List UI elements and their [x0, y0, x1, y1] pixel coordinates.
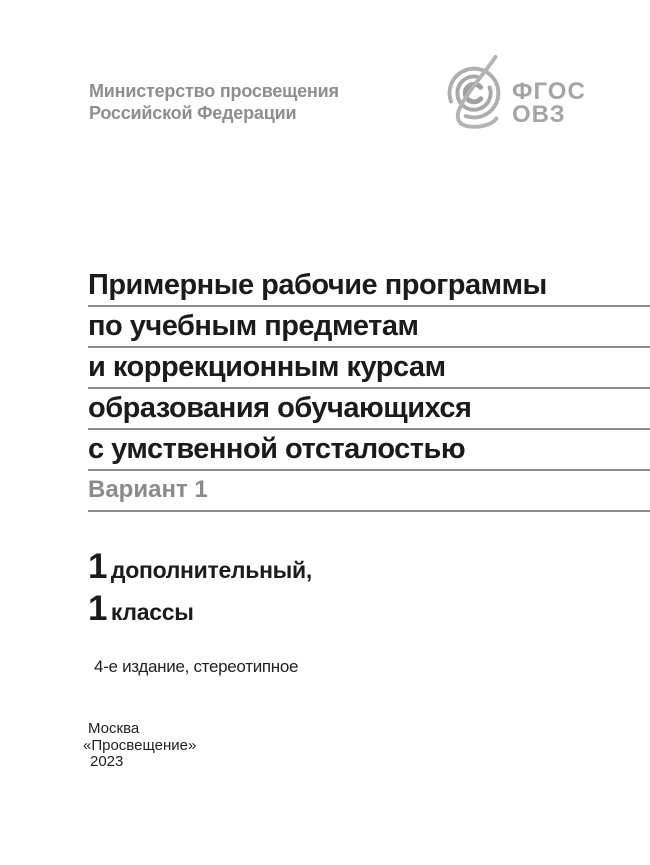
book-title: [88, 266, 650, 512]
title-line: по учебным предметам: [88, 307, 650, 348]
grades-block: [88, 549, 312, 633]
title-line: Примерные рабочие программы: [88, 266, 650, 307]
imprint-year: 2023: [90, 753, 124, 770]
fgos-swirl-icon: [441, 54, 507, 138]
ministry-name: [89, 80, 339, 124]
imprint: [83, 720, 197, 771]
title-line: и коррекционным курсам: [88, 348, 650, 389]
variant-label: Вариант 1: [88, 471, 650, 512]
grade-text: классы: [110, 599, 194, 625]
grade-number: 1: [88, 589, 107, 628]
grade-line: [88, 549, 312, 591]
fgos-label-line: ФГОС: [512, 78, 586, 105]
imprint-publisher: «Просвещение»: [83, 736, 197, 754]
ministry-line-1: Министерство просвещения: [89, 81, 339, 101]
title-line: образования обучающихся: [88, 389, 650, 430]
title-line: с умственной отсталостью: [88, 430, 650, 471]
fgos-ovz-label: [512, 80, 586, 126]
fgos-ovz-logo: [441, 54, 586, 138]
ovz-label-line: ОВЗ: [512, 101, 566, 128]
ministry-line-2: Российской Федерации: [89, 103, 297, 123]
grade-line: [88, 591, 312, 633]
grade-number: 1: [88, 547, 107, 586]
imprint-city: Москва: [88, 720, 140, 737]
grade-text: дополнительный,: [110, 557, 312, 583]
edition-note: 4-е издание, стереотипное: [94, 657, 299, 676]
